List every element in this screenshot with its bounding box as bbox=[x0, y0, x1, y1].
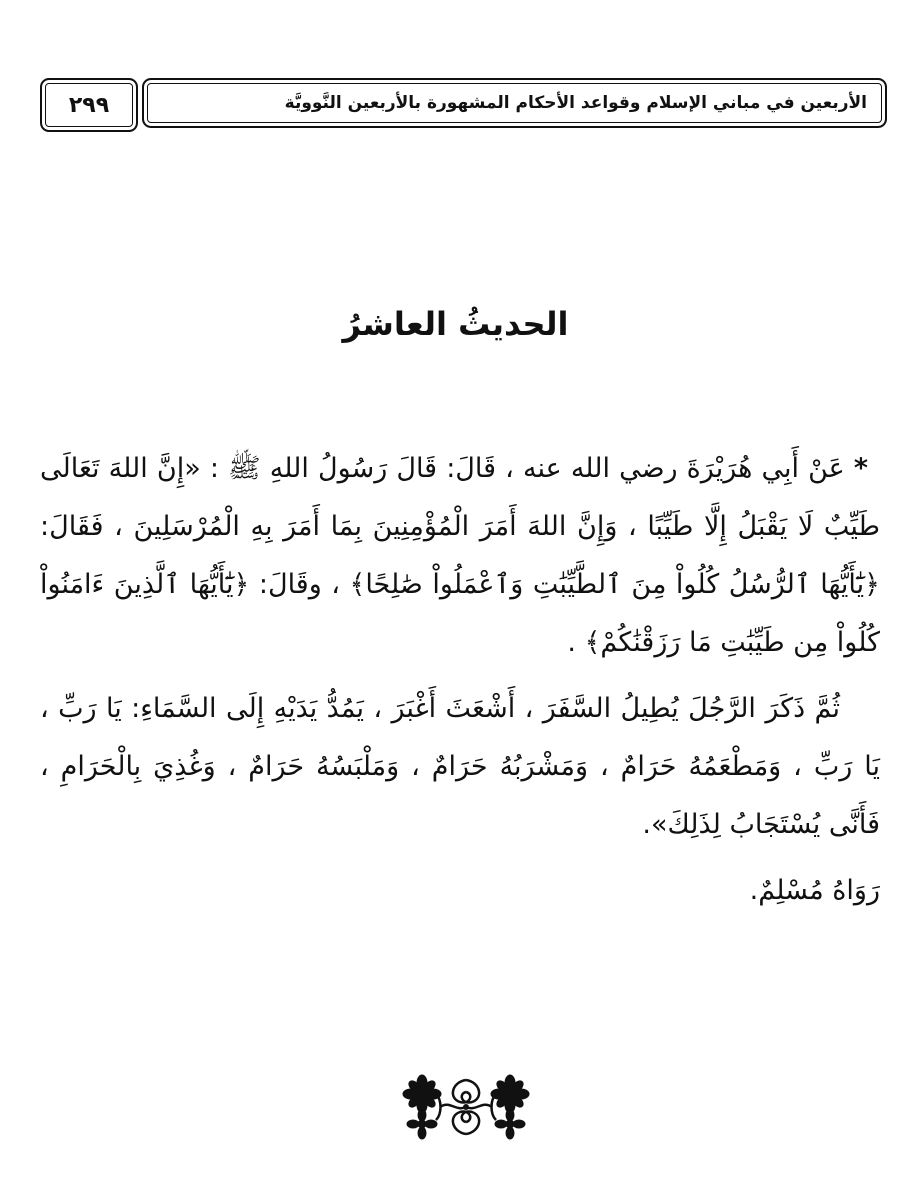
paragraph-text: ثُمَّ ذَكَرَ الرَّجُلَ يُطِيلُ السَّفَرَ ، أَشْعَثَ أَغْبَرَ ، يَمُدُّ يَدَيْهِ إِلَى السَّمَاءِ: يَا رَبِّ ، يَا رَبِّ ، وَمَطْعَمُهُ حَرَامٌ ، وَمَشْرَبُهُ حَرَامٌ ، وَمَلْبَسُهُ حَرَامٌ ، وَغُذِيَ بِالْحَرَامِ ، فَأَنَّى يُسْتَجَابُ لِذَلِكَ». bbox=[40, 693, 880, 840]
paragraph-text: عَنْ أَبِي هُرَيْرَةَ رضي الله عنه ، قَالَ: قَالَ رَسُولُ اللهِ ﷺ : «إِنَّ اللهَ تَعَالَى طَيِّبٌ لَا يَقْبَلُ إِلَّا طَيِّبًا ، وَإِنَّ اللهَ أَمَرَ الْمُؤْمِنِينَ بِمَا أَمَرَ بِهِ الْمُرْسَلِينَ ، فَقَالَ: ﴿يَٰٓأَيُّهَا ٱلرُّسُلُ كُلُواْ مِنَ ٱلطَّيِّبَٰتِ وَٱعْمَلُواْ صَٰلِحًا﴾ ، وقَالَ: ﴿يَٰٓأَيُّهَا ٱلَّذِينَ ءَامَنُواْ كُلُواْ مِن طَيِّبَٰتِ مَا رَزَقْنَٰكُمْ﴾ . bbox=[40, 453, 880, 658]
hadith-paragraph-1 bbox=[40, 440, 880, 672]
running-title: الأربعين في مباني الإسلام وقواعد الأحكام المشهورة بالأربعين النَّوويَّة bbox=[142, 78, 887, 128]
chapter-title: الحديثُ العاشرُ bbox=[342, 305, 569, 343]
hadith-text bbox=[40, 440, 880, 920]
hadith-paragraph-2 bbox=[40, 680, 880, 854]
source-attribution: رَوَاهُ مُسْلِمٌ. bbox=[749, 875, 880, 906]
page-number: ٢٩٩ bbox=[40, 78, 138, 132]
asterisk-icon: * bbox=[853, 453, 869, 484]
floral-ornament-icon bbox=[400, 1072, 532, 1142]
page-header bbox=[40, 78, 891, 130]
